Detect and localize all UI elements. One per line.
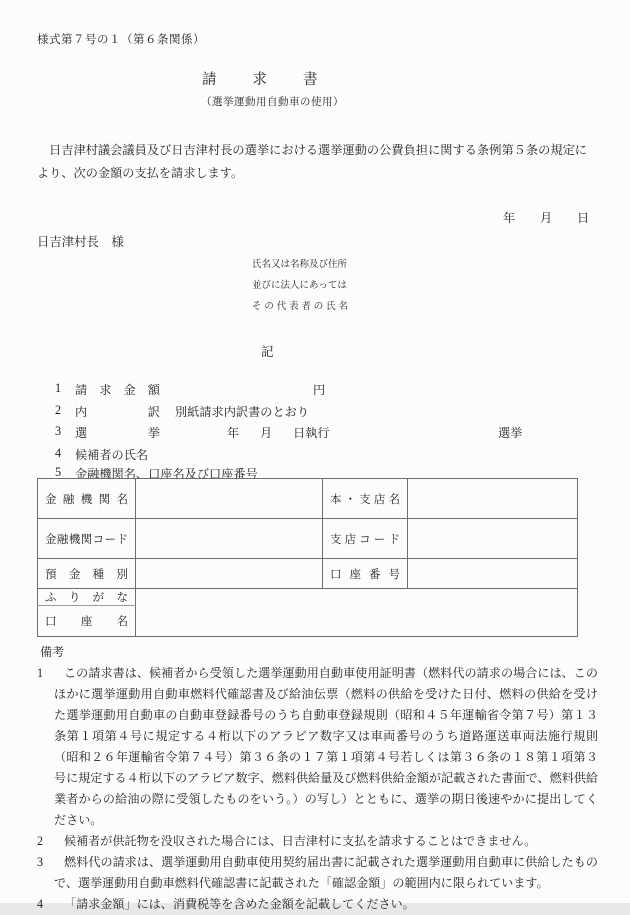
remark-note-2 bbox=[37, 831, 598, 852]
note-number: 3 bbox=[37, 855, 44, 869]
deposit-type-value-cell bbox=[136, 559, 323, 589]
furigana-label: ふりがな bbox=[38, 589, 136, 606]
election-date-month: 月 bbox=[260, 426, 273, 440]
note-text: 「請求金額」には、消費税等を含めた金額を記載してください。 bbox=[64, 897, 415, 911]
request-item-amount bbox=[37, 381, 597, 401]
deposit-type-label: 預金種別 bbox=[38, 559, 136, 589]
bank-account-table bbox=[37, 478, 578, 637]
institution-code-label: 金融機関コード bbox=[38, 519, 136, 559]
request-item-breakdown bbox=[37, 403, 597, 423]
request-item-candidate bbox=[37, 446, 597, 466]
head-branch-value-cell bbox=[408, 479, 578, 519]
note-text: 燃料代の請求は、選挙運動用自動車使用契約届出書に記載された選挙運動用自動車に供給したもので、選挙運動用自動車燃料代確認書に記載された「確認金額」の範囲内に限られています。 bbox=[54, 855, 598, 890]
remarks-title: 備考 bbox=[40, 645, 65, 659]
applicant-line-2: 並びに法人にあっては bbox=[252, 281, 347, 291]
item-number: 5 bbox=[55, 465, 62, 479]
note-number: 2 bbox=[37, 834, 44, 848]
request-item-list bbox=[37, 381, 597, 481]
branch-code-label: 支店コード bbox=[323, 519, 408, 559]
request-item-election bbox=[37, 424, 597, 444]
remark-note-4 bbox=[37, 894, 598, 915]
election-date-day: 日執行 bbox=[293, 426, 330, 440]
institution-code-value-cell bbox=[136, 519, 323, 559]
item-number: 1 bbox=[55, 381, 62, 395]
addressee: 日吉津村長 様 bbox=[37, 235, 124, 249]
item-label: 金融機関名、口座名及び口座番号 bbox=[75, 467, 258, 481]
section-marker: 記 bbox=[261, 345, 274, 359]
branch-code-value-cell bbox=[408, 519, 578, 559]
note-number: 1 bbox=[37, 666, 44, 680]
applicant-block bbox=[252, 255, 348, 318]
remark-note-3 bbox=[37, 852, 598, 894]
item-label: 候補者の氏名 bbox=[75, 447, 149, 462]
breakdown-value: 別紙請求内訳書のとおり bbox=[175, 404, 310, 419]
financial-institution-value-cell bbox=[136, 479, 323, 519]
remark-note-1 bbox=[37, 663, 598, 831]
item-number: 4 bbox=[55, 445, 62, 460]
account-name-value-cell bbox=[136, 589, 578, 637]
remarks-section bbox=[37, 642, 598, 915]
election-date-year: 年 bbox=[227, 426, 240, 440]
account-name-label: 口座名 bbox=[38, 606, 136, 637]
item-number: 3 bbox=[55, 424, 62, 438]
note-number: 4 bbox=[37, 897, 44, 911]
head-branch-label: 本・支店名 bbox=[323, 479, 408, 519]
note-text: 候補者が供託物を没収された場合には、日吉津村に支払を請求することはできません。 bbox=[64, 834, 537, 848]
election-suffix: 選挙 bbox=[498, 426, 523, 440]
applicant-line-3: その代表者の氏名 bbox=[252, 302, 348, 312]
note-text: この請求書は、候補者から受領した選挙運動用自動車使用証明書（燃料代の請求の場合には、このほかに選挙運動用自動車燃料代確認書及び給油伝票（燃料の供給を受けた日付、燃料の供給を受けた選挙運動用自動車の自動車登録番号のうち自動車登録規則（昭和４５年運輸省令第７号）第１３条第１項第４号に規定する４桁以下のアラビア数字又は車両番号のうち道路運送車両法施行規則（昭和２６年運輸省令第７４号）第３６条の１７第１項第４号若しくは第３６条の１８第１項第３号に規定する４桁以下のアラビア数字、燃料供給量及び燃料供給金額が記載された書面で、燃料供給業者からの給油の際に受領したものをいう。）の写し）とともに、選挙の期日後速やかに提出してください。 bbox=[54, 666, 598, 827]
date-line: 年 月 日 bbox=[503, 211, 596, 225]
intro-paragraph: 日吉津村議会議員及び日吉津村長の選挙における選挙運動の公費負担に関する条例第５条の規定により、次の金額の支払を請求します。 bbox=[37, 143, 587, 180]
document-subtitle: （選挙運動用自動車の使用） bbox=[201, 97, 344, 108]
form-number: 様式第７号の１（第６条関係） bbox=[37, 34, 205, 46]
document-title: 請求書 bbox=[202, 72, 354, 88]
account-number-label: 口座番号 bbox=[323, 559, 408, 589]
item-label: 請求金額 bbox=[75, 383, 160, 397]
item-label: 選挙 bbox=[75, 426, 160, 440]
item-label: 内訳 bbox=[75, 404, 160, 419]
item-number: 2 bbox=[55, 402, 62, 417]
account-number-value-cell bbox=[408, 559, 578, 589]
applicant-line-1: 氏名又は名称及び住所 bbox=[252, 260, 348, 270]
financial-institution-label: 金融機関名 bbox=[38, 479, 136, 519]
amount-unit: 円 bbox=[313, 383, 326, 397]
